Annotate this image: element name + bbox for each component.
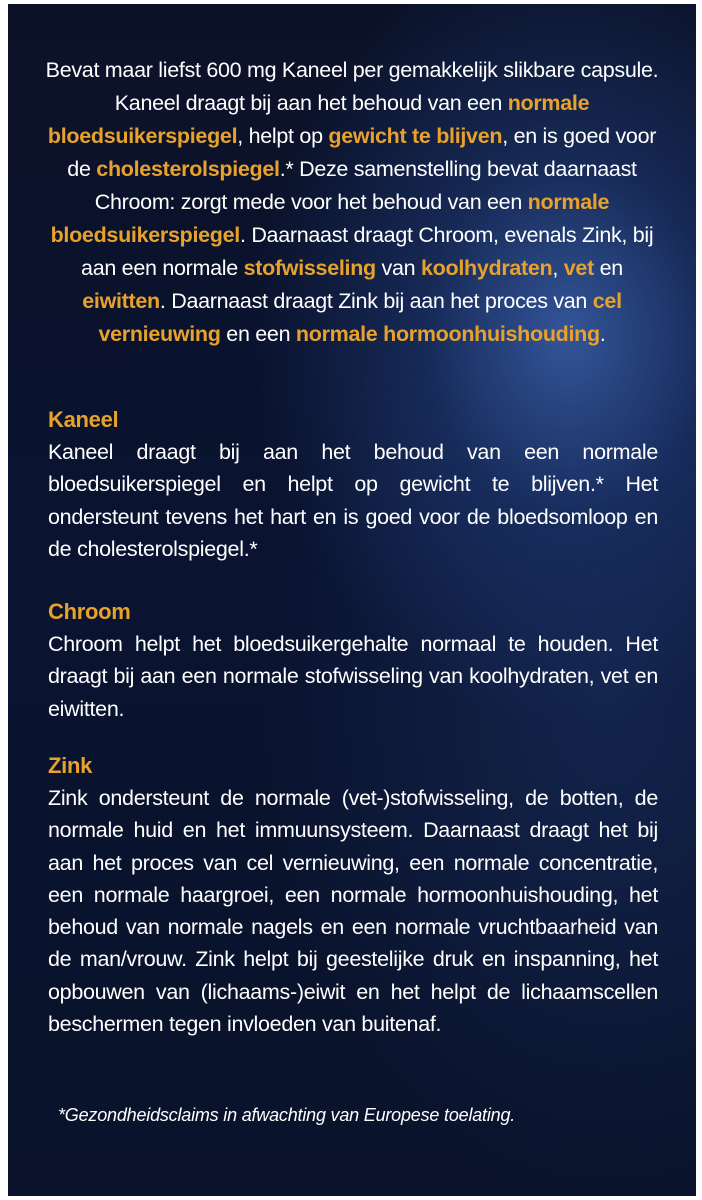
section-heading-kaneel: Kaneel [48,407,119,432]
intro-paragraph [42,54,662,351]
section-body-chroom: Chroom helpt het bloedsuikergehalte normaal te houden. Het draagt bij aan een normale stofwisseling van koolhydraten, vet en eiwitten. [48,632,658,721]
intro-text: en [593,256,623,280]
intro-highlight: koolhydraten [421,256,553,280]
health-claims-footnote: *Gezondheidsclaims in afwachting van Europese toelating. [58,1105,516,1125]
intro-highlight: normale bloedsuikerspiegel [47,91,590,148]
section-zink [48,750,658,1040]
intro-text: en een [220,322,296,346]
intro-text: , en is goed voor de [67,124,657,181]
intro-text: . [599,322,606,346]
intro-highlight: cel vernieuwing [98,289,622,346]
intro-highlight: normale hormoonhuishouding [295,322,600,346]
section-kaneel [48,404,658,565]
intro-highlight: cholesterolspiegel [96,157,280,181]
section-chroom [48,596,658,725]
intro-highlight: eiwitten [82,289,160,313]
intro-highlight: gewicht te blijven [328,124,503,148]
intro-text: Bevat maar liefst 600 mg Kaneel per gemakkelijk slikbare capsule. Kaneel draagt bij aan het behoud van een [45,58,659,115]
intro-text: van [375,256,421,280]
intro-text: , helpt op [237,124,329,148]
section-heading-zink: Zink [48,753,93,778]
intro-highlight: normale bloedsuikerspiegel [50,190,610,247]
section-heading-chroom: Chroom [48,599,131,624]
section-body-kaneel: Kaneel draagt bij aan het behoud van een normale bloedsuikerspiegel en helpt op gewicht te blijven.* Het ondersteunt tevens het hart en is goed voor de bloedsomloop en de cholesterolspiegel.* [48,440,658,561]
intro-highlight: vet [563,256,594,280]
product-info-panel [8,4,696,1196]
section-body-zink: Zink ondersteunt de normale (vet-)stofwisseling, de botten, de normale huid en het immuunsysteem. Daarnaast draagt het bij aan het proces van cel vernieuwing, een normale concentratie, een normale haargroei, een normale hormoonhuishouding, het behoud van normale nagels en een normale vruchtbaarheid van de man/vrouw. Zink helpt bij geestelijke druk en inspanning, het opbouwen van (lichaams-)eiwit en het helpt de lichaamscellen beschermen tegen invloeden van buitenaf. [48,786,658,1037]
intro-text: , [552,256,564,280]
intro-text: . Daarnaast draagt Zink bij aan het proces van [159,289,593,313]
intro-text: . Daarnaast draagt Chroom, evenals Zink, bij aan een normale [81,223,654,280]
intro-highlight: stofwisseling [243,256,376,280]
intro-text: .* Deze samenstelling bevat daarnaast Chroom: zorgt mede voor het behoud van een [94,157,637,214]
